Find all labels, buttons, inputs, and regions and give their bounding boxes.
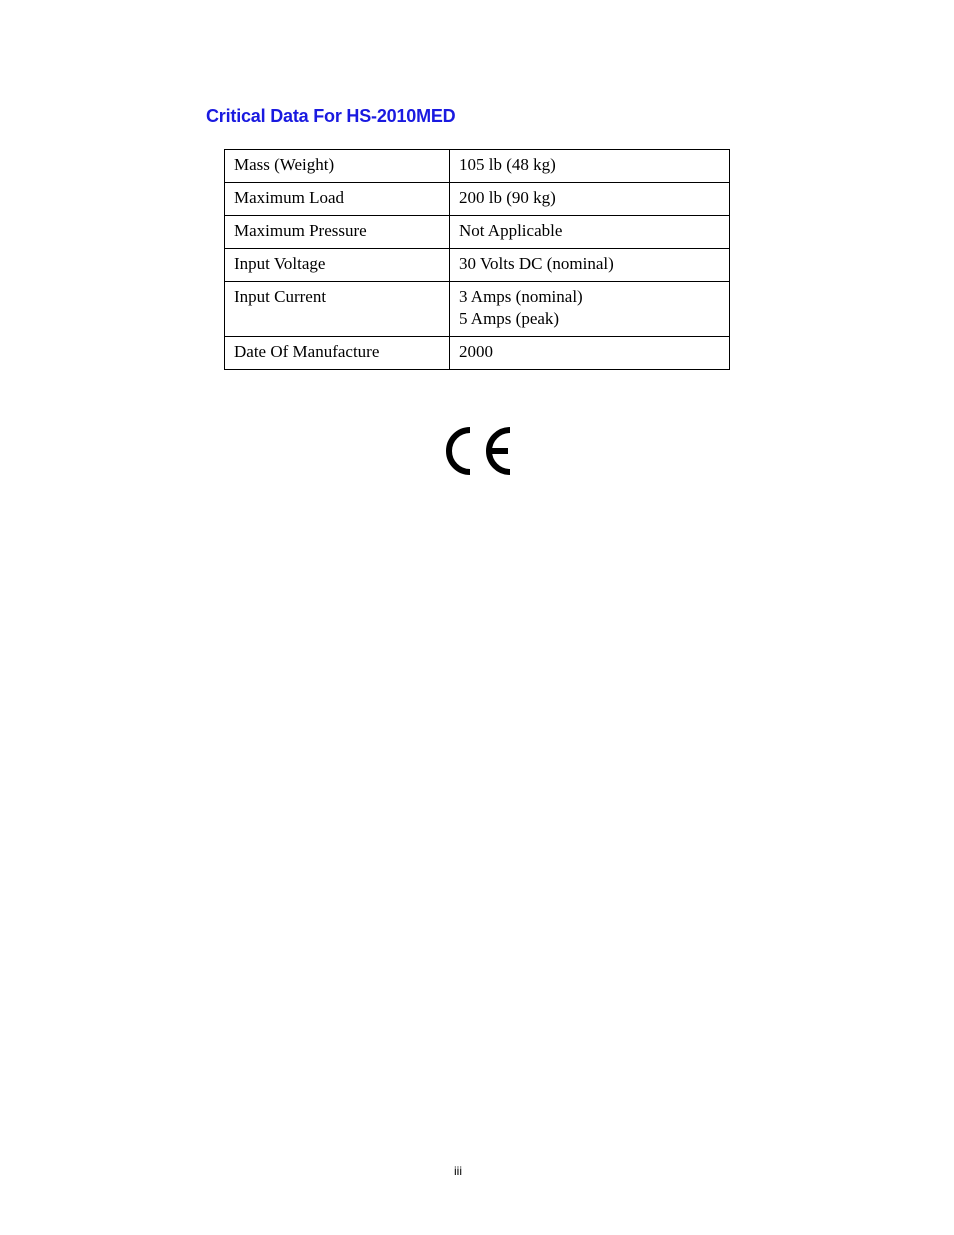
spec-value-line: 3 Amps (nominal): [459, 287, 583, 306]
spec-value-line: 2000: [459, 342, 493, 361]
spec-label: Mass (Weight): [225, 150, 450, 183]
ce-mark-icon: [440, 424, 514, 478]
table-row: [225, 150, 730, 183]
spec-label: Input Voltage: [225, 249, 450, 282]
spec-value-line: 200 lb (90 kg): [459, 188, 556, 207]
table-row: [225, 183, 730, 216]
spec-value: [450, 183, 730, 216]
spec-value-line: 5 Amps (peak): [459, 309, 560, 328]
critical-data-table: [224, 149, 730, 370]
page-number: iii: [454, 1164, 462, 1178]
spec-value: [450, 282, 730, 337]
spec-value: [450, 150, 730, 183]
spec-label: Date Of Manufacture: [225, 337, 450, 370]
spec-value: [450, 249, 730, 282]
spec-value-line: Not Applicable: [459, 221, 563, 240]
page-heading: Critical Data For HS-2010MED: [206, 106, 456, 126]
table-row: [225, 216, 730, 249]
table-row: [225, 249, 730, 282]
spec-label: Input Current: [225, 282, 450, 337]
spec-value-line: 105 lb (48 kg): [459, 155, 556, 174]
table-row: [225, 337, 730, 370]
spec-label: Maximum Load: [225, 183, 450, 216]
spec-value-line: 30 Volts DC (nominal): [459, 254, 614, 273]
table-row: [225, 282, 730, 337]
spec-value: [450, 337, 730, 370]
spec-value: [450, 216, 730, 249]
spec-label: Maximum Pressure: [225, 216, 450, 249]
